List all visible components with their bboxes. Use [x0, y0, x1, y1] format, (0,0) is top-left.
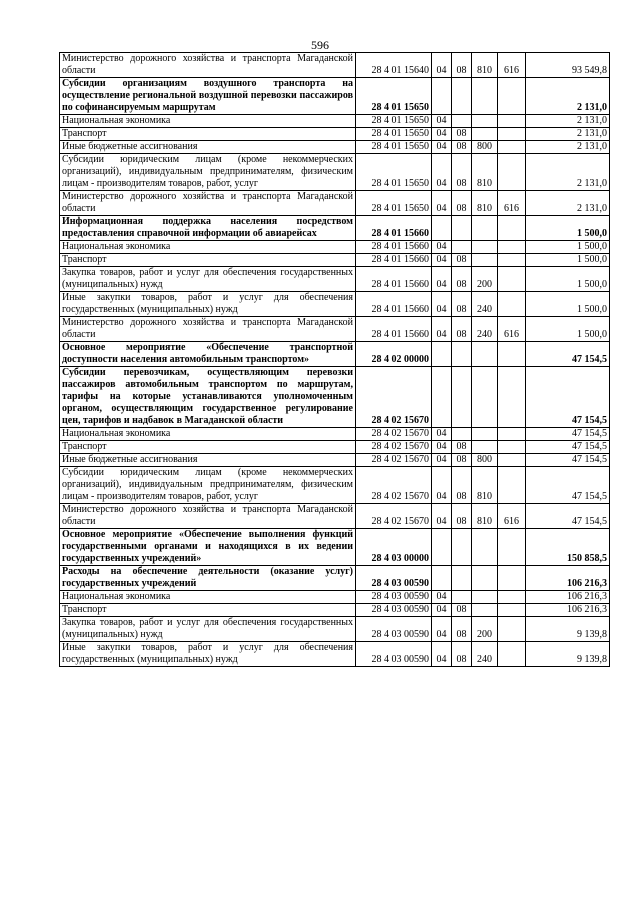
row-ministry-cell — [498, 342, 526, 367]
row-amount-cell: 47 154,5 — [526, 367, 610, 428]
row-amount-cell: 2 131,0 — [526, 191, 610, 216]
row-name-cell: Транспорт — [60, 128, 356, 141]
row-expense-type-cell: 810 — [472, 154, 498, 191]
row-ministry-cell — [498, 154, 526, 191]
row-ministry-cell — [498, 428, 526, 441]
row-name-cell: Информационная поддержка населения посредством предоставления справочной информации об авиарейсах — [60, 216, 356, 241]
row-code-cell: 28 4 02 15670 — [356, 467, 432, 504]
row-expense-type-cell: 810 — [472, 53, 498, 78]
row-expense-type-cell: 810 — [472, 504, 498, 529]
row-expense-type-cell — [472, 115, 498, 128]
row-ministry-cell: 616 — [498, 53, 526, 78]
row-expense-type-cell — [472, 529, 498, 566]
row-name-cell: Министерство дорожного хозяйства и транспорта Магаданской области — [60, 317, 356, 342]
row-section-cell: 04 — [432, 191, 452, 216]
row-subsection-cell: 08 — [452, 617, 472, 642]
row-name-cell: Закупка товаров, работ и услуг для обеспечения государственных (муниципальных) нужд — [60, 617, 356, 642]
row-section-cell: 04 — [432, 591, 452, 604]
row-subsection-cell — [452, 428, 472, 441]
table-row — [60, 566, 610, 591]
row-expense-type-cell: 810 — [472, 191, 498, 216]
table-row — [60, 53, 610, 78]
row-name-cell: Национальная экономика — [60, 241, 356, 254]
row-ministry-cell — [498, 529, 526, 566]
row-section-cell — [432, 342, 452, 367]
row-ministry-cell — [498, 604, 526, 617]
row-expense-type-cell: 240 — [472, 292, 498, 317]
row-subsection-cell — [452, 216, 472, 241]
row-amount-cell: 106 216,3 — [526, 591, 610, 604]
row-section-cell: 04 — [432, 267, 452, 292]
row-code-cell: 28 4 01 15650 — [356, 141, 432, 154]
table-row — [60, 292, 610, 317]
table-row — [60, 342, 610, 367]
table-row — [60, 267, 610, 292]
row-subsection-cell: 08 — [452, 604, 472, 617]
row-name-cell: Субсидии организациям воздушного транспорта на осуществление региональной воздушной перевозки пассажиров по софинансируемым маршрутам — [60, 78, 356, 115]
row-amount-cell: 2 131,0 — [526, 115, 610, 128]
row-section-cell: 04 — [432, 128, 452, 141]
row-section-cell — [432, 367, 452, 428]
row-subsection-cell: 08 — [452, 154, 472, 191]
row-ministry-cell — [498, 216, 526, 241]
row-code-cell: 28 4 03 00000 — [356, 529, 432, 566]
row-code-cell: 28 4 02 15670 — [356, 504, 432, 529]
row-ministry-cell — [498, 454, 526, 467]
row-ministry-cell — [498, 367, 526, 428]
row-section-cell: 04 — [432, 292, 452, 317]
row-code-cell: 28 4 03 00590 — [356, 642, 432, 667]
row-expense-type-cell — [472, 128, 498, 141]
table-row — [60, 317, 610, 342]
row-expense-type-cell: 810 — [472, 467, 498, 504]
row-subsection-cell — [452, 529, 472, 566]
row-amount-cell: 2 131,0 — [526, 154, 610, 191]
row-code-cell: 28 4 03 00590 — [356, 566, 432, 591]
row-code-cell: 28 4 03 00590 — [356, 591, 432, 604]
page-number: 596 — [311, 38, 329, 52]
row-section-cell: 04 — [432, 115, 452, 128]
row-subsection-cell — [452, 591, 472, 604]
row-section-cell: 04 — [432, 317, 452, 342]
row-subsection-cell: 08 — [452, 441, 472, 454]
row-amount-cell: 106 216,3 — [526, 566, 610, 591]
table-row — [60, 467, 610, 504]
row-amount-cell: 47 154,5 — [526, 454, 610, 467]
row-amount-cell: 106 216,3 — [526, 604, 610, 617]
row-code-cell: 28 4 03 00590 — [356, 604, 432, 617]
row-section-cell — [432, 216, 452, 241]
row-section-cell: 04 — [432, 53, 452, 78]
row-name-cell: Национальная экономика — [60, 428, 356, 441]
table-row — [60, 454, 610, 467]
row-expense-type-cell: 240 — [472, 642, 498, 667]
row-expense-type-cell — [472, 216, 498, 241]
row-section-cell: 04 — [432, 642, 452, 667]
row-name-cell: Министерство дорожного хозяйства и транспорта Магаданской области — [60, 191, 356, 216]
row-amount-cell: 9 139,8 — [526, 617, 610, 642]
table-row — [60, 154, 610, 191]
row-code-cell: 28 4 02 15670 — [356, 367, 432, 428]
table-row — [60, 115, 610, 128]
row-name-cell: Национальная экономика — [60, 115, 356, 128]
row-expense-type-cell: 200 — [472, 617, 498, 642]
row-code-cell: 28 4 02 15670 — [356, 454, 432, 467]
row-ministry-cell — [498, 141, 526, 154]
row-subsection-cell — [452, 566, 472, 591]
row-section-cell: 04 — [432, 454, 452, 467]
row-section-cell: 04 — [432, 504, 452, 529]
row-amount-cell: 2 131,0 — [526, 78, 610, 115]
row-subsection-cell: 08 — [452, 141, 472, 154]
table-row — [60, 642, 610, 667]
table-row — [60, 191, 610, 216]
table-row — [60, 441, 610, 454]
table-row — [60, 254, 610, 267]
row-ministry-cell — [498, 617, 526, 642]
row-name-cell: Основное мероприятие «Обеспечение выполнения функций государственными органами и находящихся в их ведении государственных учреждений» — [60, 529, 356, 566]
row-expense-type-cell: 800 — [472, 141, 498, 154]
row-ministry-cell — [498, 254, 526, 267]
row-subsection-cell — [452, 241, 472, 254]
row-section-cell: 04 — [432, 617, 452, 642]
table-body — [60, 53, 610, 667]
row-name-cell: Субсидии перевозчикам, осуществляющим перевозки пассажиров автомобильным транспортом по маршрутам, тарифы на которые устанавливаются уполномоченным органом, осуществляющим государственное регулирование цен, тарифов и надбавок в Магаданской области — [60, 367, 356, 428]
row-section-cell: 04 — [432, 154, 452, 191]
row-name-cell: Субсидии юридическим лицам (кроме некоммерческих организаций), индивидуальным предпринимателям, физическим лицам - производителям товаров, работ, услуг — [60, 467, 356, 504]
row-amount-cell: 93 549,8 — [526, 53, 610, 78]
table-row — [60, 141, 610, 154]
row-ministry-cell — [498, 115, 526, 128]
row-name-cell: Национальная экономика — [60, 591, 356, 604]
row-code-cell: 28 4 01 15650 — [356, 154, 432, 191]
row-amount-cell: 1 500,0 — [526, 216, 610, 241]
row-section-cell: 04 — [432, 604, 452, 617]
row-amount-cell: 150 858,5 — [526, 529, 610, 566]
row-ministry-cell — [498, 241, 526, 254]
table-row — [60, 216, 610, 241]
table-row — [60, 428, 610, 441]
row-expense-type-cell — [472, 441, 498, 454]
row-subsection-cell: 08 — [452, 454, 472, 467]
row-subsection-cell: 08 — [452, 292, 472, 317]
row-section-cell: 04 — [432, 241, 452, 254]
row-expense-type-cell — [472, 78, 498, 115]
row-ministry-cell — [498, 267, 526, 292]
row-expense-type-cell: 240 — [472, 317, 498, 342]
row-amount-cell: 1 500,0 — [526, 254, 610, 267]
row-name-cell: Министерство дорожного хозяйства и транспорта Магаданской области — [60, 504, 356, 529]
row-section-cell — [432, 529, 452, 566]
row-name-cell: Иные закупки товаров, работ и услуг для обеспечения государственных (муниципальных) нужд — [60, 642, 356, 667]
table-row — [60, 617, 610, 642]
row-amount-cell: 2 131,0 — [526, 141, 610, 154]
row-subsection-cell: 08 — [452, 267, 472, 292]
row-subsection-cell: 08 — [452, 254, 472, 267]
row-name-cell: Иные бюджетные ассигнования — [60, 141, 356, 154]
row-name-cell: Расходы на обеспечение деятельности (оказание услуг) государственных учреждений — [60, 566, 356, 591]
row-ministry-cell: 616 — [498, 317, 526, 342]
row-subsection-cell — [452, 115, 472, 128]
row-code-cell: 28 4 02 15670 — [356, 428, 432, 441]
row-code-cell: 28 4 01 15660 — [356, 292, 432, 317]
row-name-cell: Министерство дорожного хозяйства и транспорта Магаданской области — [60, 53, 356, 78]
row-expense-type-cell — [472, 342, 498, 367]
row-section-cell: 04 — [432, 141, 452, 154]
row-code-cell: 28 4 01 15640 — [356, 53, 432, 78]
row-amount-cell: 1 500,0 — [526, 317, 610, 342]
row-section-cell: 04 — [432, 441, 452, 454]
row-amount-cell: 2 131,0 — [526, 128, 610, 141]
row-code-cell: 28 4 01 15660 — [356, 267, 432, 292]
row-expense-type-cell — [472, 591, 498, 604]
row-code-cell: 28 4 02 15670 — [356, 441, 432, 454]
row-subsection-cell — [452, 78, 472, 115]
row-code-cell: 28 4 01 15660 — [356, 254, 432, 267]
row-subsection-cell: 08 — [452, 642, 472, 667]
row-subsection-cell: 08 — [452, 504, 472, 529]
row-code-cell: 28 4 01 15650 — [356, 191, 432, 216]
row-expense-type-cell — [472, 254, 498, 267]
row-expense-type-cell — [472, 604, 498, 617]
table-row — [60, 128, 610, 141]
row-ministry-cell: 616 — [498, 504, 526, 529]
row-ministry-cell — [498, 292, 526, 317]
row-ministry-cell — [498, 642, 526, 667]
table-row — [60, 604, 610, 617]
row-name-cell: Субсидии юридическим лицам (кроме некоммерческих организаций), индивидуальным предпринимателям, физическим лицам - производителям товаров, работ, услуг — [60, 154, 356, 191]
row-ministry-cell — [498, 591, 526, 604]
row-code-cell: 28 4 01 15650 — [356, 78, 432, 115]
row-subsection-cell — [452, 342, 472, 367]
row-ministry-cell — [498, 441, 526, 454]
table-row — [60, 591, 610, 604]
row-section-cell — [432, 566, 452, 591]
row-expense-type-cell — [472, 367, 498, 428]
row-section-cell: 04 — [432, 254, 452, 267]
row-subsection-cell: 08 — [452, 128, 472, 141]
row-name-cell: Иные бюджетные ассигнования — [60, 454, 356, 467]
row-section-cell: 04 — [432, 428, 452, 441]
row-amount-cell: 47 154,5 — [526, 467, 610, 504]
row-subsection-cell — [452, 367, 472, 428]
row-expense-type-cell — [472, 241, 498, 254]
table-row — [60, 504, 610, 529]
row-expense-type-cell: 200 — [472, 267, 498, 292]
row-code-cell: 28 4 01 15660 — [356, 216, 432, 241]
row-amount-cell: 9 139,8 — [526, 642, 610, 667]
row-amount-cell: 47 154,5 — [526, 428, 610, 441]
budget-table — [59, 52, 610, 667]
table-row — [60, 78, 610, 115]
row-amount-cell: 1 500,0 — [526, 292, 610, 317]
row-subsection-cell: 08 — [452, 317, 472, 342]
row-code-cell: 28 4 03 00590 — [356, 617, 432, 642]
row-expense-type-cell — [472, 428, 498, 441]
row-code-cell: 28 4 01 15660 — [356, 317, 432, 342]
row-name-cell: Основное мероприятие «Обеспечение транспортной доступности населения автомобильным транспортом» — [60, 342, 356, 367]
row-ministry-cell: 616 — [498, 191, 526, 216]
row-subsection-cell: 08 — [452, 53, 472, 78]
row-name-cell: Закупка товаров, работ и услуг для обеспечения государственных (муниципальных) нужд — [60, 267, 356, 292]
row-amount-cell: 1 500,0 — [526, 267, 610, 292]
row-ministry-cell — [498, 128, 526, 141]
row-expense-type-cell: 800 — [472, 454, 498, 467]
row-ministry-cell — [498, 467, 526, 504]
row-code-cell: 28 4 01 15650 — [356, 128, 432, 141]
row-name-cell: Транспорт — [60, 441, 356, 454]
row-ministry-cell — [498, 78, 526, 115]
row-code-cell: 28 4 01 15650 — [356, 115, 432, 128]
row-code-cell: 28 4 02 00000 — [356, 342, 432, 367]
table-row — [60, 367, 610, 428]
row-amount-cell: 47 154,5 — [526, 441, 610, 454]
row-name-cell: Транспорт — [60, 604, 356, 617]
row-name-cell: Иные закупки товаров, работ и услуг для обеспечения государственных (муниципальных) нужд — [60, 292, 356, 317]
row-expense-type-cell — [472, 566, 498, 591]
row-amount-cell: 47 154,5 — [526, 504, 610, 529]
row-ministry-cell — [498, 566, 526, 591]
row-section-cell: 04 — [432, 467, 452, 504]
row-subsection-cell: 08 — [452, 191, 472, 216]
table-row — [60, 241, 610, 254]
row-amount-cell: 47 154,5 — [526, 342, 610, 367]
row-subsection-cell: 08 — [452, 467, 472, 504]
row-section-cell — [432, 78, 452, 115]
row-code-cell: 28 4 01 15660 — [356, 241, 432, 254]
row-amount-cell: 1 500,0 — [526, 241, 610, 254]
row-name-cell: Транспорт — [60, 254, 356, 267]
table-row — [60, 529, 610, 566]
